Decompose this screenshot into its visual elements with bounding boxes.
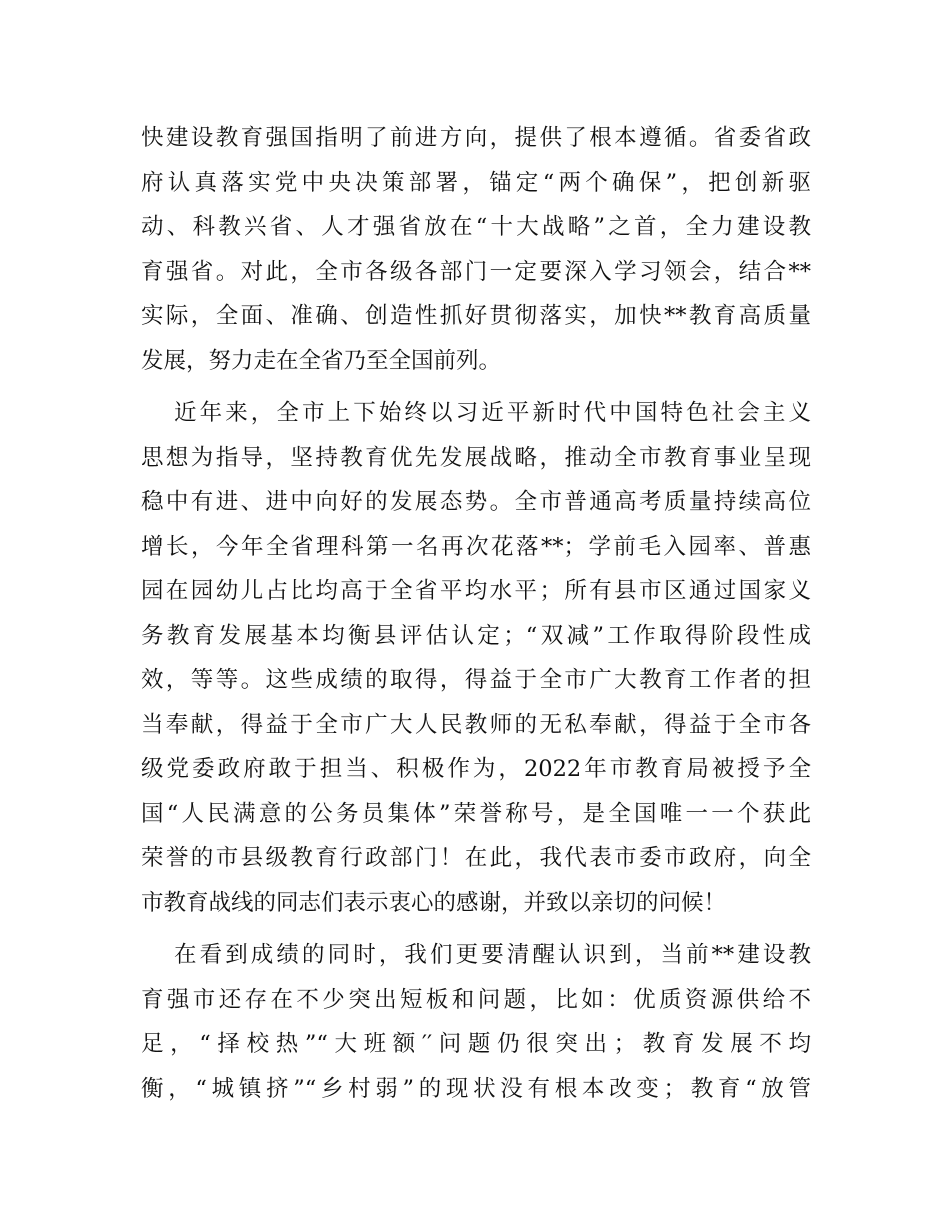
paragraph-1-line-5: 实际，全面、准确、创造性抓好贯彻落实，加快**教育高质量 [141,303,811,329]
paragraph-1-line-2: 府认真落实党中央决策部署，锚定“两个确保”，把创新驱 [141,169,811,196]
paragraph-2-line-8: 当奉献，得益于全市广大人民教师的无私奉献，得益于全市各 [141,711,811,738]
paragraph-3-line-4: 衡，“城镇挤”“乡村弱”的现状没有根本改变；教育“放管 [141,1075,811,1102]
paragraph-1-line-4: 育强省。对此，全市各级各部门一定要深入学习领会，结合** [141,258,811,285]
paragraph-gap [141,383,811,391]
paragraph-2-line-5: 园在园幼儿占比均高于全省平均水平；所有县市区通过国家义 [141,578,811,604]
paragraph-3-line-3: 足，“择校热”“大班额′′问题仍很突出；教育发展不均 [141,1031,811,1057]
paragraph-2-line-4: 增长，今年全省理科第一名再次花落**；学前毛入园率、普惠 [141,533,811,560]
paragraph-3-line-1: 在看到成绩的同时，我们更要清醒认识到，当前**建设教 [174,942,811,968]
paragraph-gap [141,925,811,933]
paragraph-2-line-6: 务教育发展基本均衡县评估认定；“双减”工作取得阶段性成 [141,622,811,649]
paragraph-2-line-7: 效，等等。这些成绩的取得，得益于全市广大教育工作者的担 [141,667,811,693]
paragraph-1-line-1: 快建设教育强国指明了前进方向，提供了根本遵循。省委省政 [141,125,811,151]
paragraph-2-line-10: 国“人民满意的公务员集体”荣誉称号，是全国唯一一个获此 [141,800,811,827]
paragraph-2-line-12: 市教育战线的同志们表示衷心的感谢，并致以亲切的问候！ [141,889,727,916]
paragraph-1-line-6: 发展，努力走在全省乃至全国前列。 [141,347,502,374]
paragraph-3-line-2: 育强市还存在不少突出短板和问题，比如：优质资源供给不 [141,986,811,1013]
paragraph-2-line-11: 荣誉的市县级教育行政部门！在此，我代表市委市政府，向全 [141,845,811,871]
document-body [141,116,811,1111]
paragraph-2-line-9: 级党委政府敢于担当、积极作为，2022年市教育局被授予全 [141,756,811,782]
paragraph-1-line-3: 动、科教兴省、人才强省放在“十大战略”之首，全力建设教 [141,214,811,240]
paragraph-2-line-1: 近年来，全市上下始终以习近平新时代中国特色社会主义 [174,400,811,426]
paragraph-2-line-3: 稳中有进、进中向好的发展态势。全市普通高考质量持续高位 [141,489,811,515]
paragraph-2-line-2: 思想为指导，坚持教育优先发展战略，推动全市教育事业呈现 [141,444,811,471]
